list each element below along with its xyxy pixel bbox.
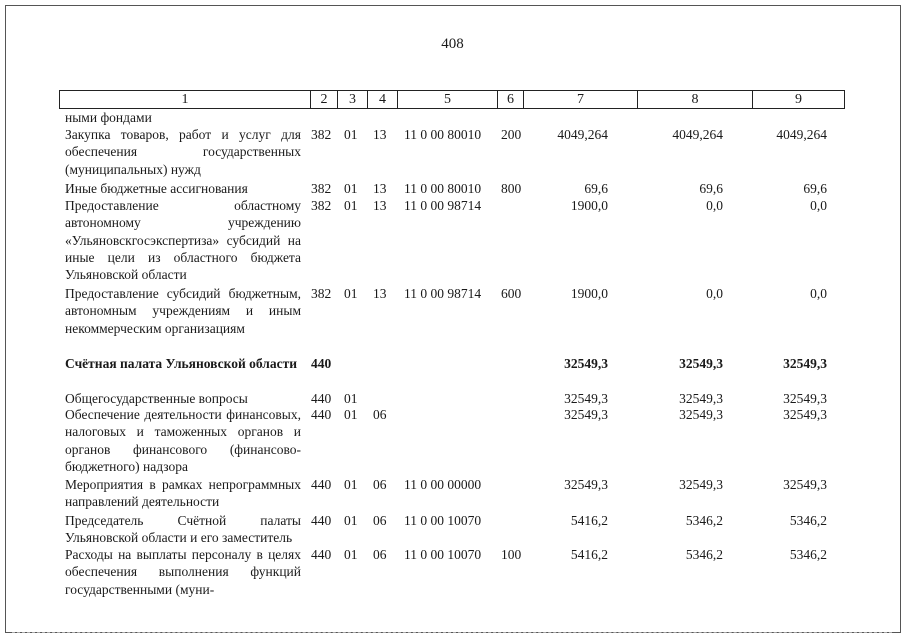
row-col-6: 600 (501, 286, 522, 301)
row-col-7: 69,6 (584, 181, 608, 196)
row-col-8: 32549,3 (679, 407, 723, 422)
row-col-2: 382 (311, 198, 332, 213)
row-description: Обеспечение деятельности финансовых, налоговых и таможенных органов и органов финансового (финансово-бюджетного) надзора (65, 407, 301, 474)
header-col-1: 1 (181, 92, 189, 107)
page-number: 408 (441, 36, 464, 52)
header-col-6: 6 (497, 91, 523, 108)
row-col-3: 01 (344, 198, 358, 213)
table-header-row (59, 90, 845, 109)
row-col-3: 01 (344, 181, 358, 196)
row-description: ными фондами (65, 110, 152, 125)
row-col-8: 32549,3 (679, 391, 723, 406)
row-col-3: 01 (344, 477, 358, 492)
row-col-8: 5346,2 (685, 547, 723, 562)
row-col-2: 440 (311, 477, 332, 492)
row-col-5: 11 0 00 10070 (404, 547, 482, 562)
row-col-9: 69,6 (803, 181, 827, 196)
row-col-5: 11 0 00 98714 (404, 286, 482, 301)
row-col-7: 5416,2 (570, 547, 608, 562)
row-col-9: 32549,3 (783, 407, 827, 422)
row-col-7: 32549,3 (564, 407, 608, 422)
row-col-6: 100 (501, 547, 522, 562)
row-col-4: 13 (373, 181, 387, 196)
row-col-8: 32549,3 (679, 477, 723, 492)
header-col-8: 8 (637, 91, 752, 108)
row-col-8: 32549,3 (679, 356, 723, 371)
row-col-3: 01 (344, 407, 358, 422)
row-col-9: 32549,3 (783, 391, 827, 406)
row-col-4: 13 (373, 127, 387, 142)
row-col-7: 5416,2 (570, 513, 608, 528)
row-col-5: 11 0 00 10070 (404, 513, 482, 528)
row-description: Председатель Счётной палаты Ульяновской области и его заместитель (65, 513, 301, 546)
row-col-2: 440 (311, 407, 332, 422)
header-col-5: 5 (397, 91, 497, 108)
row-col-2: 440 (311, 391, 332, 406)
row-col-4: 06 (373, 547, 387, 562)
row-col-2: 382 (311, 127, 332, 142)
header-col-9: 9 (752, 91, 844, 108)
row-col-8: 0,0 (706, 286, 723, 301)
row-col-4: 13 (373, 286, 387, 301)
row-col-9: 4049,264 (776, 127, 827, 142)
row-col-9: 0,0 (810, 198, 827, 213)
row-col-4: 13 (373, 198, 387, 213)
row-col-8: 69,6 (699, 181, 723, 196)
row-col-2: 382 (311, 286, 332, 301)
row-col-8: 0,0 (706, 198, 723, 213)
row-description: Предоставление областному автономному учреждению «Ульяновскгосэкспертиза» субсидий на иные цели из областного бюджета Ульяновской области (65, 198, 301, 283)
row-description: Расходы на выплаты персоналу в целях обеспечения выполнения функций государственными (муни- (65, 547, 301, 597)
row-col-3: 01 (344, 127, 358, 142)
row-col-2: 440 (311, 547, 332, 562)
row-col-8: 5346,2 (685, 513, 723, 528)
row-col-7: 1900,0 (570, 198, 608, 213)
row-col-7: 32549,3 (564, 356, 608, 371)
row-col-5: 11 0 00 80010 (404, 181, 482, 196)
header-col-3: 3 (337, 91, 367, 108)
row-col-6: 800 (501, 181, 522, 196)
row-col-9: 32549,3 (783, 356, 827, 371)
row-description: Закупка товаров, работ и услуг для обеспечения государственных (муниципальных) нужд (65, 127, 301, 177)
row-col-9: 0,0 (810, 286, 827, 301)
row-col-2: 382 (311, 181, 332, 196)
header-col-2: 2 (310, 91, 337, 108)
row-col-5: 11 0 00 00000 (404, 477, 482, 492)
row-col-4: 06 (373, 477, 387, 492)
row-col-4: 06 (373, 407, 387, 422)
row-col-7: 1900,0 (570, 286, 608, 301)
row-col-4: 06 (373, 513, 387, 528)
row-col-2: 440 (311, 356, 332, 371)
row-col-9: 5346,2 (789, 547, 827, 562)
row-col-7: 32549,3 (564, 391, 608, 406)
row-col-6: 200 (501, 127, 522, 142)
row-description: Предоставление субсидий бюджетным, автономным учреждениям и иным некоммерческим организациям (65, 286, 301, 336)
row-col-3: 01 (344, 547, 358, 562)
row-col-3: 01 (344, 286, 358, 301)
row-col-3: 01 (344, 513, 358, 528)
row-col-8: 4049,264 (672, 127, 723, 142)
header-col-4: 4 (367, 91, 397, 108)
row-col-5: 11 0 00 80010 (404, 127, 482, 142)
row-col-7: 4049,264 (557, 127, 608, 142)
row-col-9: 32549,3 (783, 477, 827, 492)
header-col-7: 7 (523, 91, 637, 108)
row-col-7: 32549,3 (564, 477, 608, 492)
row-col-5: 11 0 00 98714 (404, 198, 482, 213)
row-col-3: 01 (344, 391, 358, 406)
row-description: Общегосударственные вопросы (65, 391, 248, 406)
row-description: Счётная палата Ульяновской области (65, 356, 297, 371)
scan-edge-line (12, 632, 892, 635)
row-col-9: 5346,2 (789, 513, 827, 528)
row-col-2: 440 (311, 513, 332, 528)
row-description: Мероприятия в рамках непрограммных направлений деятельности (65, 477, 301, 510)
row-description: Иные бюджетные ассигнования (65, 181, 248, 196)
